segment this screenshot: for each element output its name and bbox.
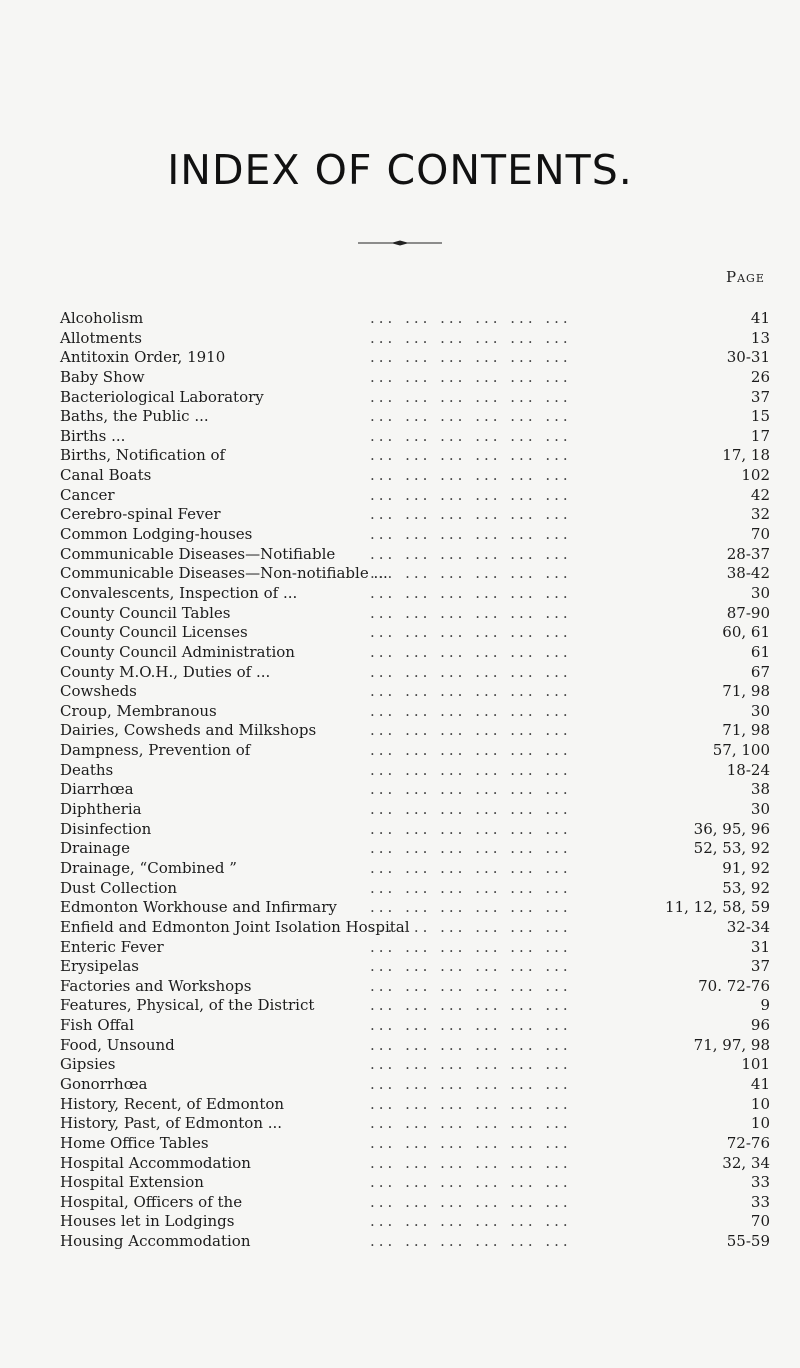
entry-page: 30 — [750, 800, 770, 819]
index-entry — [0, 1055, 800, 1075]
entry-page: 55-59 — [726, 1232, 770, 1251]
entry-label: Births, Notification of — [60, 446, 226, 465]
leader-dots: ... ... ... ... ... ... — [370, 1035, 572, 1054]
leader-dots: ... ... ... ... ... ... — [370, 328, 572, 347]
index-entry — [0, 879, 800, 899]
entry-page: 36, 95, 96 — [693, 819, 770, 838]
entry-page: 9 — [760, 996, 770, 1015]
entry-label: Baths, the Public ... — [60, 407, 209, 426]
entry-label: Bacteriological Laboratory — [60, 387, 264, 406]
entry-page: 67 — [750, 662, 770, 681]
entry-label: County Council Tables — [60, 603, 231, 622]
index-list — [0, 309, 800, 1252]
entry-page: 101 — [741, 1055, 770, 1074]
index-entry — [0, 1114, 800, 1134]
entry-label: Disinfection — [60, 819, 152, 838]
leader-dots: ... ... ... ... ... ... — [370, 466, 572, 485]
index-entry — [0, 761, 800, 781]
index-entry — [0, 329, 800, 349]
entry-label: History, Recent, of Edmonton — [60, 1094, 285, 1113]
index-entry — [0, 545, 800, 565]
entry-page: 10 — [750, 1114, 770, 1133]
index-entry — [0, 525, 800, 545]
entry-label: Drainage, “Combined ” — [60, 858, 237, 877]
index-entry — [0, 800, 800, 820]
entry-label: Diphtheria — [60, 800, 142, 819]
index-entry — [0, 407, 800, 427]
entry-label: Alcoholism — [60, 309, 144, 327]
entry-label: Convalescents, Inspection of ... — [60, 583, 298, 602]
leader-dots: ... ... ... ... ... ... — [370, 682, 572, 701]
index-entry — [0, 368, 800, 388]
entry-page: 42 — [750, 485, 770, 504]
entry-page: 60, 61 — [722, 623, 770, 642]
leader-dots: ... ... ... ... ... ... — [370, 525, 572, 544]
entry-page: 37 — [750, 957, 770, 976]
entry-label: Births ... — [60, 426, 126, 445]
index-entry — [0, 1154, 800, 1174]
leader-dots: ... ... ... ... ... ... — [370, 819, 572, 838]
entry-page: 71, 98 — [722, 682, 770, 701]
leader-dots: ... ... ... ... ... ... — [370, 741, 572, 760]
index-entry — [0, 820, 800, 840]
entry-label: Communicable Diseases—Non-notifiable ... — [60, 564, 388, 583]
entry-label: Home Office Tables — [60, 1133, 209, 1152]
leader-dots: ... ... ... ... ... ... — [370, 878, 572, 897]
entry-page: 11, 12, 58, 59 — [665, 898, 770, 917]
entry-page: 30 — [750, 701, 770, 720]
entry-label: Edmonton Workhouse and Infirmary — [60, 898, 337, 917]
index-entry — [0, 466, 800, 486]
entry-page: 71, 98 — [722, 721, 770, 740]
entry-label: Food, Unsound — [60, 1035, 175, 1054]
entry-page: 13 — [750, 328, 770, 347]
index-entry — [0, 1036, 800, 1056]
entry-page: 70 — [750, 1212, 770, 1231]
entry-page: 53, 92 — [722, 878, 770, 897]
leader-dots: ... ... ... ... ... ... — [370, 839, 572, 858]
leader-dots: ... ... ... ... ... ... — [370, 937, 572, 956]
leader-dots: ... ... ... ... ... ... — [370, 446, 572, 465]
leader-dots: ... ... ... ... ... ... — [370, 505, 572, 524]
leader-dots: ... ... ... ... ... ... — [370, 1114, 572, 1133]
index-entry — [0, 1173, 800, 1193]
leader-dots: ... ... ... ... ... ... — [370, 603, 572, 622]
entry-label: Houses let in Lodgings — [60, 1212, 235, 1231]
leader-dots: ... ... ... ... ... ... — [370, 1212, 572, 1231]
entry-page: 10 — [750, 1094, 770, 1113]
leader-dots: ... ... ... ... ... ... — [370, 544, 572, 563]
leader-dots: ... ... ... ... ... ... — [370, 367, 572, 386]
entry-page: 52, 53, 92 — [693, 839, 770, 858]
entry-page: 87-90 — [726, 603, 770, 622]
entry-page: 30 — [750, 583, 770, 602]
entry-label: Dairies, Cowsheds and Milkshops — [60, 721, 317, 740]
leader-dots: ... ... ... ... ... ... — [370, 721, 572, 740]
index-entry — [0, 604, 800, 624]
entry-page: 17 — [750, 426, 770, 445]
entry-label: Housing Accommodation — [60, 1232, 251, 1251]
entry-label: Hospital Accommodation — [60, 1153, 251, 1172]
entry-page: 32-34 — [726, 917, 770, 936]
index-entry — [0, 780, 800, 800]
index-entry — [0, 663, 800, 683]
entry-page: 18-24 — [726, 760, 770, 779]
index-entry — [0, 388, 800, 408]
entry-page: 41 — [750, 1074, 770, 1093]
index-entry — [0, 1016, 800, 1036]
entry-label: Erysipelas — [60, 957, 140, 976]
index-entry — [0, 1193, 800, 1213]
entry-page: 70. 72-76 — [698, 976, 770, 995]
leader-dots: ... ... ... ... ... ... — [370, 996, 572, 1015]
index-entry — [0, 643, 800, 663]
leader-dots: ... ... ... ... ... ... — [370, 1173, 572, 1192]
index-entry — [0, 1212, 800, 1232]
leader-dots: ... ... ... ... ... ... — [370, 858, 572, 877]
leader-dots: ... ... ... ... ... ... — [370, 1192, 572, 1211]
leader-dots: ... ... ... ... ... ... — [370, 662, 572, 681]
entry-page: 33 — [750, 1173, 770, 1192]
entry-page: 32, 34 — [722, 1153, 770, 1172]
index-entry — [0, 859, 800, 879]
index-entry — [0, 938, 800, 958]
entry-label: Antitoxin Order, 1910 — [60, 348, 226, 367]
page-column-header: Page — [726, 268, 765, 286]
index-entry — [0, 1232, 800, 1252]
entry-page: 72-76 — [726, 1133, 770, 1152]
index-entry — [0, 839, 800, 859]
entry-label: Common Lodging-houses — [60, 525, 253, 544]
index-entry — [0, 348, 800, 368]
index-entry — [0, 584, 800, 604]
leader-dots: ... ... ... ... ... ... — [370, 1094, 572, 1113]
index-entry — [0, 918, 800, 938]
leader-dots: ... ... ... ... ... ... — [370, 800, 572, 819]
index-entry — [0, 623, 800, 643]
index-entry — [0, 898, 800, 918]
index-entry — [0, 505, 800, 525]
entry-page: 38 — [750, 780, 770, 799]
leader-dots: ... ... ... ... ... ... — [370, 485, 572, 504]
entry-label: Cancer — [60, 485, 115, 504]
leader-dots: ... ... ... ... ... ... — [370, 623, 572, 642]
leader-dots: ... ... ... ... ... ... — [370, 564, 572, 583]
entry-page: 15 — [750, 407, 770, 426]
leader-dots: ... ... ... ... ... ... — [370, 917, 572, 936]
leader-dots: ... ... ... ... ... ... — [370, 1133, 572, 1152]
entry-label: Cerebro-spinal Fever — [60, 505, 221, 524]
leader-dots: ... ... ... ... ... ... — [370, 760, 572, 779]
entry-page: 61 — [750, 642, 770, 661]
entry-label: Croup, Membranous — [60, 701, 217, 720]
entry-page: 70 — [750, 525, 770, 544]
leader-dots: ... ... ... ... ... ... — [370, 780, 572, 799]
index-entry — [0, 702, 800, 722]
page-title: INDEX OF CONTENTS. — [167, 146, 633, 194]
entry-label: Hospital, Officers of the — [60, 1192, 243, 1211]
index-entry — [0, 957, 800, 977]
entry-page: 96 — [750, 1016, 770, 1035]
leader-dots: ... ... ... ... ... ... — [370, 426, 572, 445]
entry-label: Dust Collection — [60, 878, 178, 897]
leader-dots: ... ... ... ... ... ... — [370, 1055, 572, 1074]
leader-dots: ... ... ... ... ... ... — [370, 957, 572, 976]
entry-label: County Council Administration — [60, 642, 295, 661]
entry-label: Cowsheds — [60, 682, 137, 701]
entry-label: Gipsies — [60, 1055, 116, 1074]
leader-dots: ... ... ... ... ... ... — [370, 642, 572, 661]
leader-dots: ... ... ... ... ... ... — [370, 387, 572, 406]
index-entry — [0, 996, 800, 1016]
entry-label: Gonorrhœa — [60, 1074, 148, 1093]
index-entry — [0, 1075, 800, 1095]
entry-label: County M.O.H., Duties of ... — [60, 662, 271, 681]
entry-page: 31 — [750, 937, 770, 956]
entry-label: Canal Boats — [60, 466, 152, 485]
index-entry — [0, 1095, 800, 1115]
entry-page: 33 — [750, 1192, 770, 1211]
entry-page: 91, 92 — [722, 858, 770, 877]
leader-dots: ... ... ... ... ... ... — [370, 348, 572, 367]
entry-label: Hospital Extension — [60, 1173, 204, 1192]
index-entry — [0, 1134, 800, 1154]
divider-ornament — [358, 240, 442, 246]
entry-label: Enfield and Edmonton Joint Isolation Hospital — [60, 917, 410, 936]
leader-dots: ... ... ... ... ... ... — [370, 309, 572, 327]
entry-label: Dampness, Prevention of — [60, 741, 251, 760]
leader-dots: ... ... ... ... ... ... — [370, 1074, 572, 1093]
entry-label: Enteric Fever — [60, 937, 164, 956]
entry-page: 30-31 — [726, 348, 770, 367]
leader-dots: ... ... ... ... ... ... — [370, 583, 572, 602]
index-entry — [0, 721, 800, 741]
index-entry — [0, 741, 800, 761]
entry-page: 38-42 — [726, 564, 770, 583]
entry-label: Communicable Diseases—Notifiable — [60, 544, 336, 563]
entry-label: Baby Show — [60, 367, 145, 386]
leader-dots: ... ... ... ... ... ... — [370, 1153, 572, 1172]
index-entry — [0, 446, 800, 466]
index-entry — [0, 682, 800, 702]
index-entry — [0, 309, 800, 329]
entry-label: Allotments — [60, 328, 142, 347]
entry-label: Fish Offal — [60, 1016, 135, 1035]
entry-page: 17, 18 — [722, 446, 770, 465]
leader-dots: ... ... ... ... ... ... — [370, 1016, 572, 1035]
entry-label: Factories and Workshops — [60, 976, 252, 995]
entry-label: Features, Physical, of the District — [60, 996, 315, 1015]
leader-dots: ... ... ... ... ... ... — [370, 1232, 572, 1251]
index-entry — [0, 486, 800, 506]
entry-page: 57, 100 — [712, 741, 770, 760]
entry-page: 28-37 — [726, 544, 770, 563]
leader-dots: ... ... ... ... ... ... — [370, 701, 572, 720]
entry-page: 32 — [750, 505, 770, 524]
entry-page: 102 — [741, 466, 770, 485]
entry-label: History, Past, of Edmonton ... — [60, 1114, 283, 1133]
entry-page: 41 — [750, 309, 770, 327]
index-entry — [0, 427, 800, 447]
entry-page: 26 — [750, 367, 770, 386]
index-entry — [0, 977, 800, 997]
leader-dots: ... ... ... ... ... ... — [370, 976, 572, 995]
entry-label: Diarrhœa — [60, 780, 134, 799]
index-entry — [0, 564, 800, 584]
leader-dots: ... ... ... ... ... ... — [370, 407, 572, 426]
entry-page: 71, 97, 98 — [693, 1035, 770, 1054]
entry-label: Deaths — [60, 760, 114, 779]
entry-label: Drainage — [60, 839, 131, 858]
entry-label: County Council Licenses — [60, 623, 248, 642]
entry-page: 37 — [750, 387, 770, 406]
leader-dots: ... ... ... ... ... ... — [370, 898, 572, 917]
